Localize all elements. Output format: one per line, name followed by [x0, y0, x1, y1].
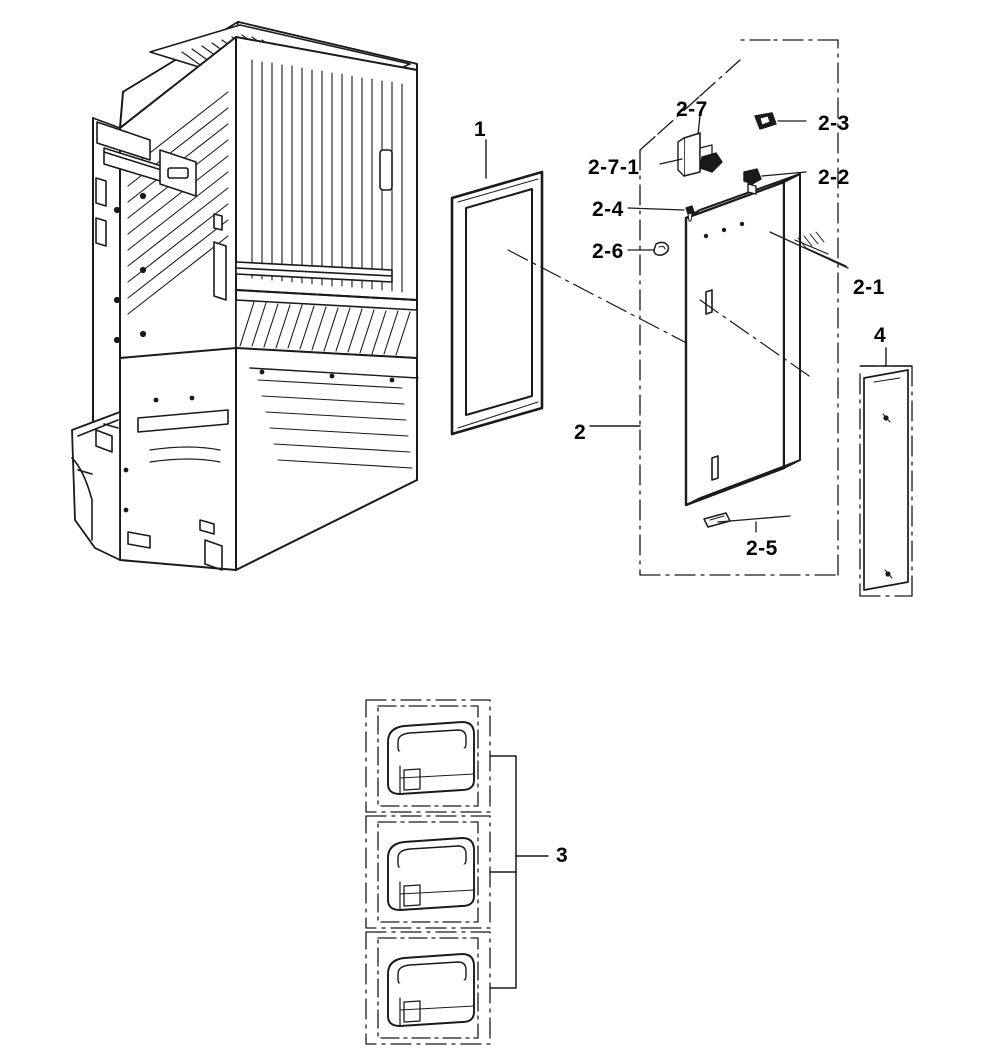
callout-2-2: 2-2 — [818, 166, 850, 189]
callout-2-5: 2-5 — [746, 537, 778, 560]
callout-2-7: 2-7 — [676, 98, 708, 121]
door-bin-2 — [388, 838, 474, 910]
callout-2-6: 2-6 — [592, 240, 624, 263]
door-gasket — [452, 172, 542, 434]
door-panel — [686, 174, 828, 505]
callout-2-1: 2-1 — [853, 276, 885, 299]
cabinet-body — [72, 22, 418, 570]
trim-strip — [864, 370, 908, 590]
handle-bracket — [678, 133, 722, 176]
door-bin-1 — [388, 722, 474, 794]
cap-bracket — [755, 113, 776, 129]
leader-2-4 — [628, 208, 684, 210]
callout-2-3: 2-3 — [818, 112, 850, 135]
callout-2-4: 2-4 — [592, 198, 624, 221]
callout-1: 1 — [474, 118, 487, 141]
plug-cap-2-6 — [654, 242, 668, 255]
callout-3: 3 — [556, 844, 569, 867]
stopper-2-5 — [704, 513, 730, 527]
callout-2: 2 — [574, 421, 587, 444]
door-bin-3 — [388, 954, 474, 1026]
callout-4: 4 — [874, 324, 887, 347]
callout-2-7-1: 2-7-1 — [588, 156, 640, 179]
